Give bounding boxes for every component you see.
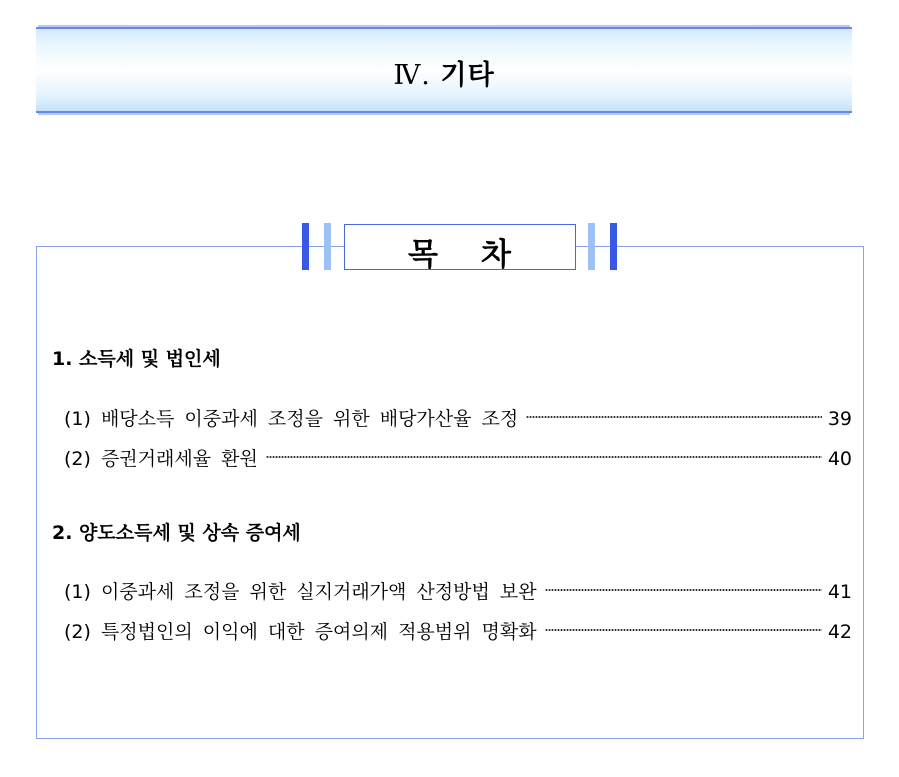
toc-entry-label: (2) 특정법인의 이익에 대한 증여의제 적용범위 명확화	[64, 621, 537, 643]
toc-entry-page: 41	[827, 581, 852, 603]
title-bar-left-outer	[302, 223, 309, 270]
chapter-number: Ⅳ.	[393, 60, 431, 91]
section-heading-1: 1. 소득세 및 법인세	[52, 348, 221, 370]
dot-leader	[526, 414, 822, 420]
section-heading-2: 2. 양도소득세 및 상속 증여세	[52, 522, 301, 544]
toc-title-part2: 차	[481, 237, 512, 273]
toc-entry[interactable]	[64, 617, 852, 643]
toc-title	[345, 229, 575, 274]
toc-entry-label: (1) 이중과세 조정을 위한 실지거래가액 산정방법 보완	[64, 581, 537, 603]
toc-frame	[36, 246, 864, 739]
toc-entry-page: 42	[827, 621, 852, 643]
title-bar-left-inner	[324, 223, 331, 270]
toc-title-box	[344, 224, 576, 273]
toc-entry[interactable]	[64, 577, 852, 603]
toc-title-part1: 목	[408, 237, 439, 273]
title-bar-right-inner	[588, 223, 595, 270]
dot-leader	[545, 587, 822, 593]
toc-entry[interactable]	[64, 444, 852, 470]
toc-entry-page: 39	[827, 408, 852, 430]
toc-entry-page: 40	[827, 448, 852, 470]
toc-entry[interactable]	[64, 404, 852, 430]
chapter-banner	[36, 27, 852, 113]
dot-leader	[266, 454, 822, 460]
dot-leader	[545, 627, 822, 633]
toc-entry-label: (2) 증권거래세율 환원	[64, 448, 258, 470]
toc-entry-label: (1) 배당소득 이중과세 조정을 위한 배당가산율 조정	[64, 408, 519, 430]
chapter-name: 기타	[440, 60, 495, 91]
title-bar-right-outer	[610, 223, 617, 270]
chapter-title	[36, 53, 852, 92]
